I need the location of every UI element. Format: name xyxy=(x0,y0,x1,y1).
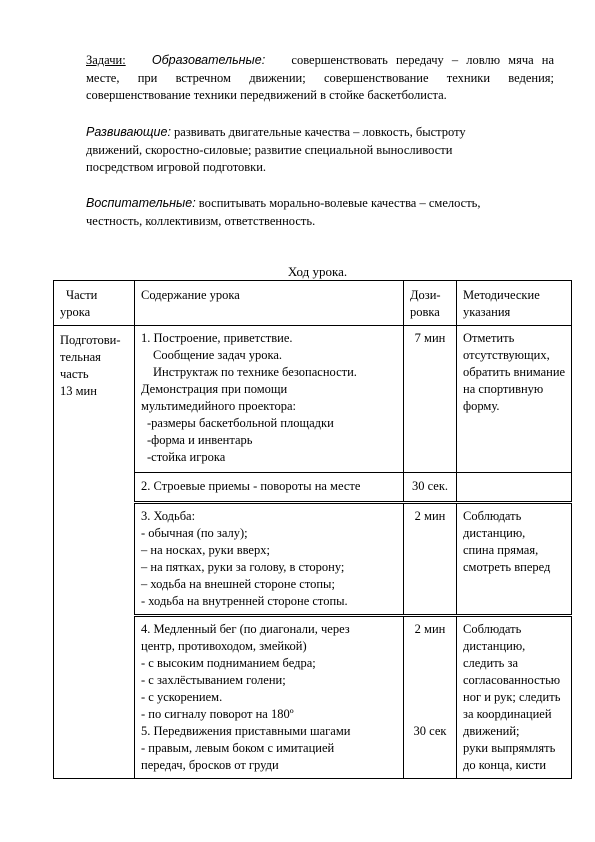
educational-line: месте, при встречном движении; совершенствование техники ведения; xyxy=(86,70,554,85)
upbringing-label: Воспитательные: xyxy=(86,196,196,210)
developing-line: движений, скоростно-силовые; развитие специальной выносливости xyxy=(86,142,453,157)
notes-cell xyxy=(457,473,572,503)
header-notes: Методические указания xyxy=(457,281,572,326)
content-cell: 4. Медленный бег (по диагонали, через центр, противоходом, змейкой) - с высоким подниманием бедра; - с захлёстыванием голени; - с ускорением. - по сигналу поворот на 180º 5. Передвижения приставными шагами - правым, левым боком с имитацией передач, бросков от груди xyxy=(135,616,404,779)
educational-line: совершенствование техники передвижений в стойке баскетболиста. xyxy=(86,88,447,102)
dosage-cell: 2 мин 30 сек xyxy=(404,616,457,779)
upbringing-line: воспитывать морально-волевые качества – смелость, xyxy=(198,196,481,210)
developing-line: посредством игровой подготовки. xyxy=(86,160,267,174)
table-row xyxy=(54,326,572,473)
content-cell: 3. Ходьба: - обычная (по залу); – на носках, руки вверх; – на пятках, руки за голову, в сторону; – ходьба на внешней стороне стопы; - ходьба на внутренней стороне стопы. xyxy=(135,503,404,616)
content-cell: 1. Построение, приветствие. Сообщение задач урока. Инструктаж по технике безопасности. Демонстрация при помощи мультимедийного проектора: -размеры баскетбольной площадки -форма и инвентарь -стойка игрока xyxy=(135,326,404,473)
notes-cell: Соблюдать дистанцию, спина прямая, смотреть вперед xyxy=(457,503,572,616)
educational-label: Образовательные: xyxy=(151,53,266,67)
content-cell: 2. Строевые приемы - повороты на месте xyxy=(135,473,404,503)
educational-tasks-paragraph xyxy=(86,52,554,105)
header-content: Содержание урока xyxy=(135,281,404,326)
notes-cell: Отметить отсутствующих, обратить внимание на спортивную форму. xyxy=(457,326,572,473)
upbringing-line: честность, коллективизм, ответственность. xyxy=(86,213,316,228)
dosage-cell: 30 сек. xyxy=(404,473,457,503)
tasks-label: Задачи: xyxy=(86,53,126,67)
dosage-cell: 2 мин xyxy=(404,503,457,616)
developing-label: Развивающие: xyxy=(86,125,171,139)
lesson-table xyxy=(53,280,572,779)
educational-line: совершенствовать передачу – ловлю мяча на xyxy=(291,53,555,67)
part-cell: Подготови- тельная часть 13 мин xyxy=(54,326,135,779)
header-dosage: Дози- ровка xyxy=(404,281,457,326)
table-header-row xyxy=(54,281,572,326)
header-parts: Части урока xyxy=(54,281,135,326)
developing-tasks-paragraph xyxy=(86,124,554,177)
upbringing-tasks-paragraph xyxy=(86,195,554,230)
dosage-cell: 7 мин xyxy=(404,326,457,473)
lesson-caption: Ход урока. xyxy=(287,264,348,279)
notes-cell: Соблюдать дистанцию, следить за согласованностью ног и рук; следить за координацией движений; руки выпрямлять до конца, кисти xyxy=(457,616,572,779)
developing-line: развивать двигательные качества – ловкость, быстроту xyxy=(174,125,466,139)
